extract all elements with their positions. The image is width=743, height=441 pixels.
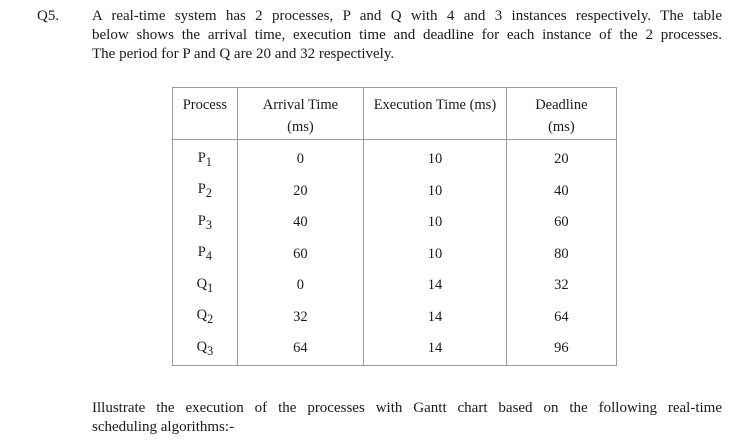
question-intro — [92, 7, 722, 64]
cell-arrival: 64 — [237, 333, 363, 365]
intro-line-3: The period for P and Q are 20 and 32 respectively. — [92, 46, 395, 62]
cell-arrival: 40 — [237, 207, 363, 239]
cell-deadline: 20 — [506, 140, 616, 176]
cell-deadline: 96 — [506, 333, 616, 365]
cell-process: $Q_2$ — [173, 302, 238, 334]
intro-line-2: below shows the arrival time, execution time and deadline for each instance of the 2 processes. — [92, 27, 722, 43]
cell-arrival: 20 — [237, 176, 363, 208]
table-row — [173, 176, 617, 208]
cell-deadline: 40 — [506, 176, 616, 208]
cell-process: $P_4$ — [173, 239, 238, 271]
cell-process: $P_2$ — [173, 176, 238, 208]
cell-execution: 14 — [364, 302, 507, 334]
table-row — [173, 239, 617, 271]
cell-process: $P_1$ — [173, 140, 238, 176]
cell-arrival: 32 — [237, 302, 363, 334]
header-arrival-time: Arrival Time (ms) — [237, 88, 363, 140]
question-instructions — [92, 399, 722, 437]
cell-execution: 14 — [364, 270, 507, 302]
header-process: Process — [173, 88, 238, 140]
cell-deadline: 32 — [506, 270, 616, 302]
intro-line-1: A real-time system has 2 processes, P and Q with 4 and 3 instances respectively. The table — [92, 8, 722, 24]
instructions-line-2: scheduling algorithms:- — [92, 419, 235, 435]
cell-execution: 10 — [364, 239, 507, 271]
table-row — [173, 270, 617, 302]
cell-arrival: 60 — [237, 239, 363, 271]
cell-process: $Q_3$ — [173, 333, 238, 365]
table-row — [173, 302, 617, 334]
cell-deadline: 60 — [506, 207, 616, 239]
question-number: Q5. — [37, 8, 60, 24]
process-table — [172, 87, 617, 366]
cell-arrival: 0 — [237, 270, 363, 302]
table-row — [173, 333, 617, 365]
cell-process: $P_3$ — [173, 207, 238, 239]
cell-execution: 10 — [364, 207, 507, 239]
table-row — [173, 207, 617, 239]
table-row — [173, 140, 617, 176]
cell-deadline: 80 — [506, 239, 616, 271]
header-execution-time: Execution Time (ms) — [364, 88, 507, 140]
cell-process: $Q_1$ — [173, 270, 238, 302]
instructions-line-1: Illustrate the execution of the processes with Gantt chart based on the following real-time — [92, 400, 722, 416]
cell-arrival: 0 — [237, 140, 363, 176]
header-deadline: Deadline (ms) — [506, 88, 616, 140]
cell-execution: 10 — [364, 176, 507, 208]
table-header-row — [173, 88, 617, 140]
cell-execution: 14 — [364, 333, 507, 365]
cell-deadline: 64 — [506, 302, 616, 334]
cell-execution: 10 — [364, 140, 507, 176]
